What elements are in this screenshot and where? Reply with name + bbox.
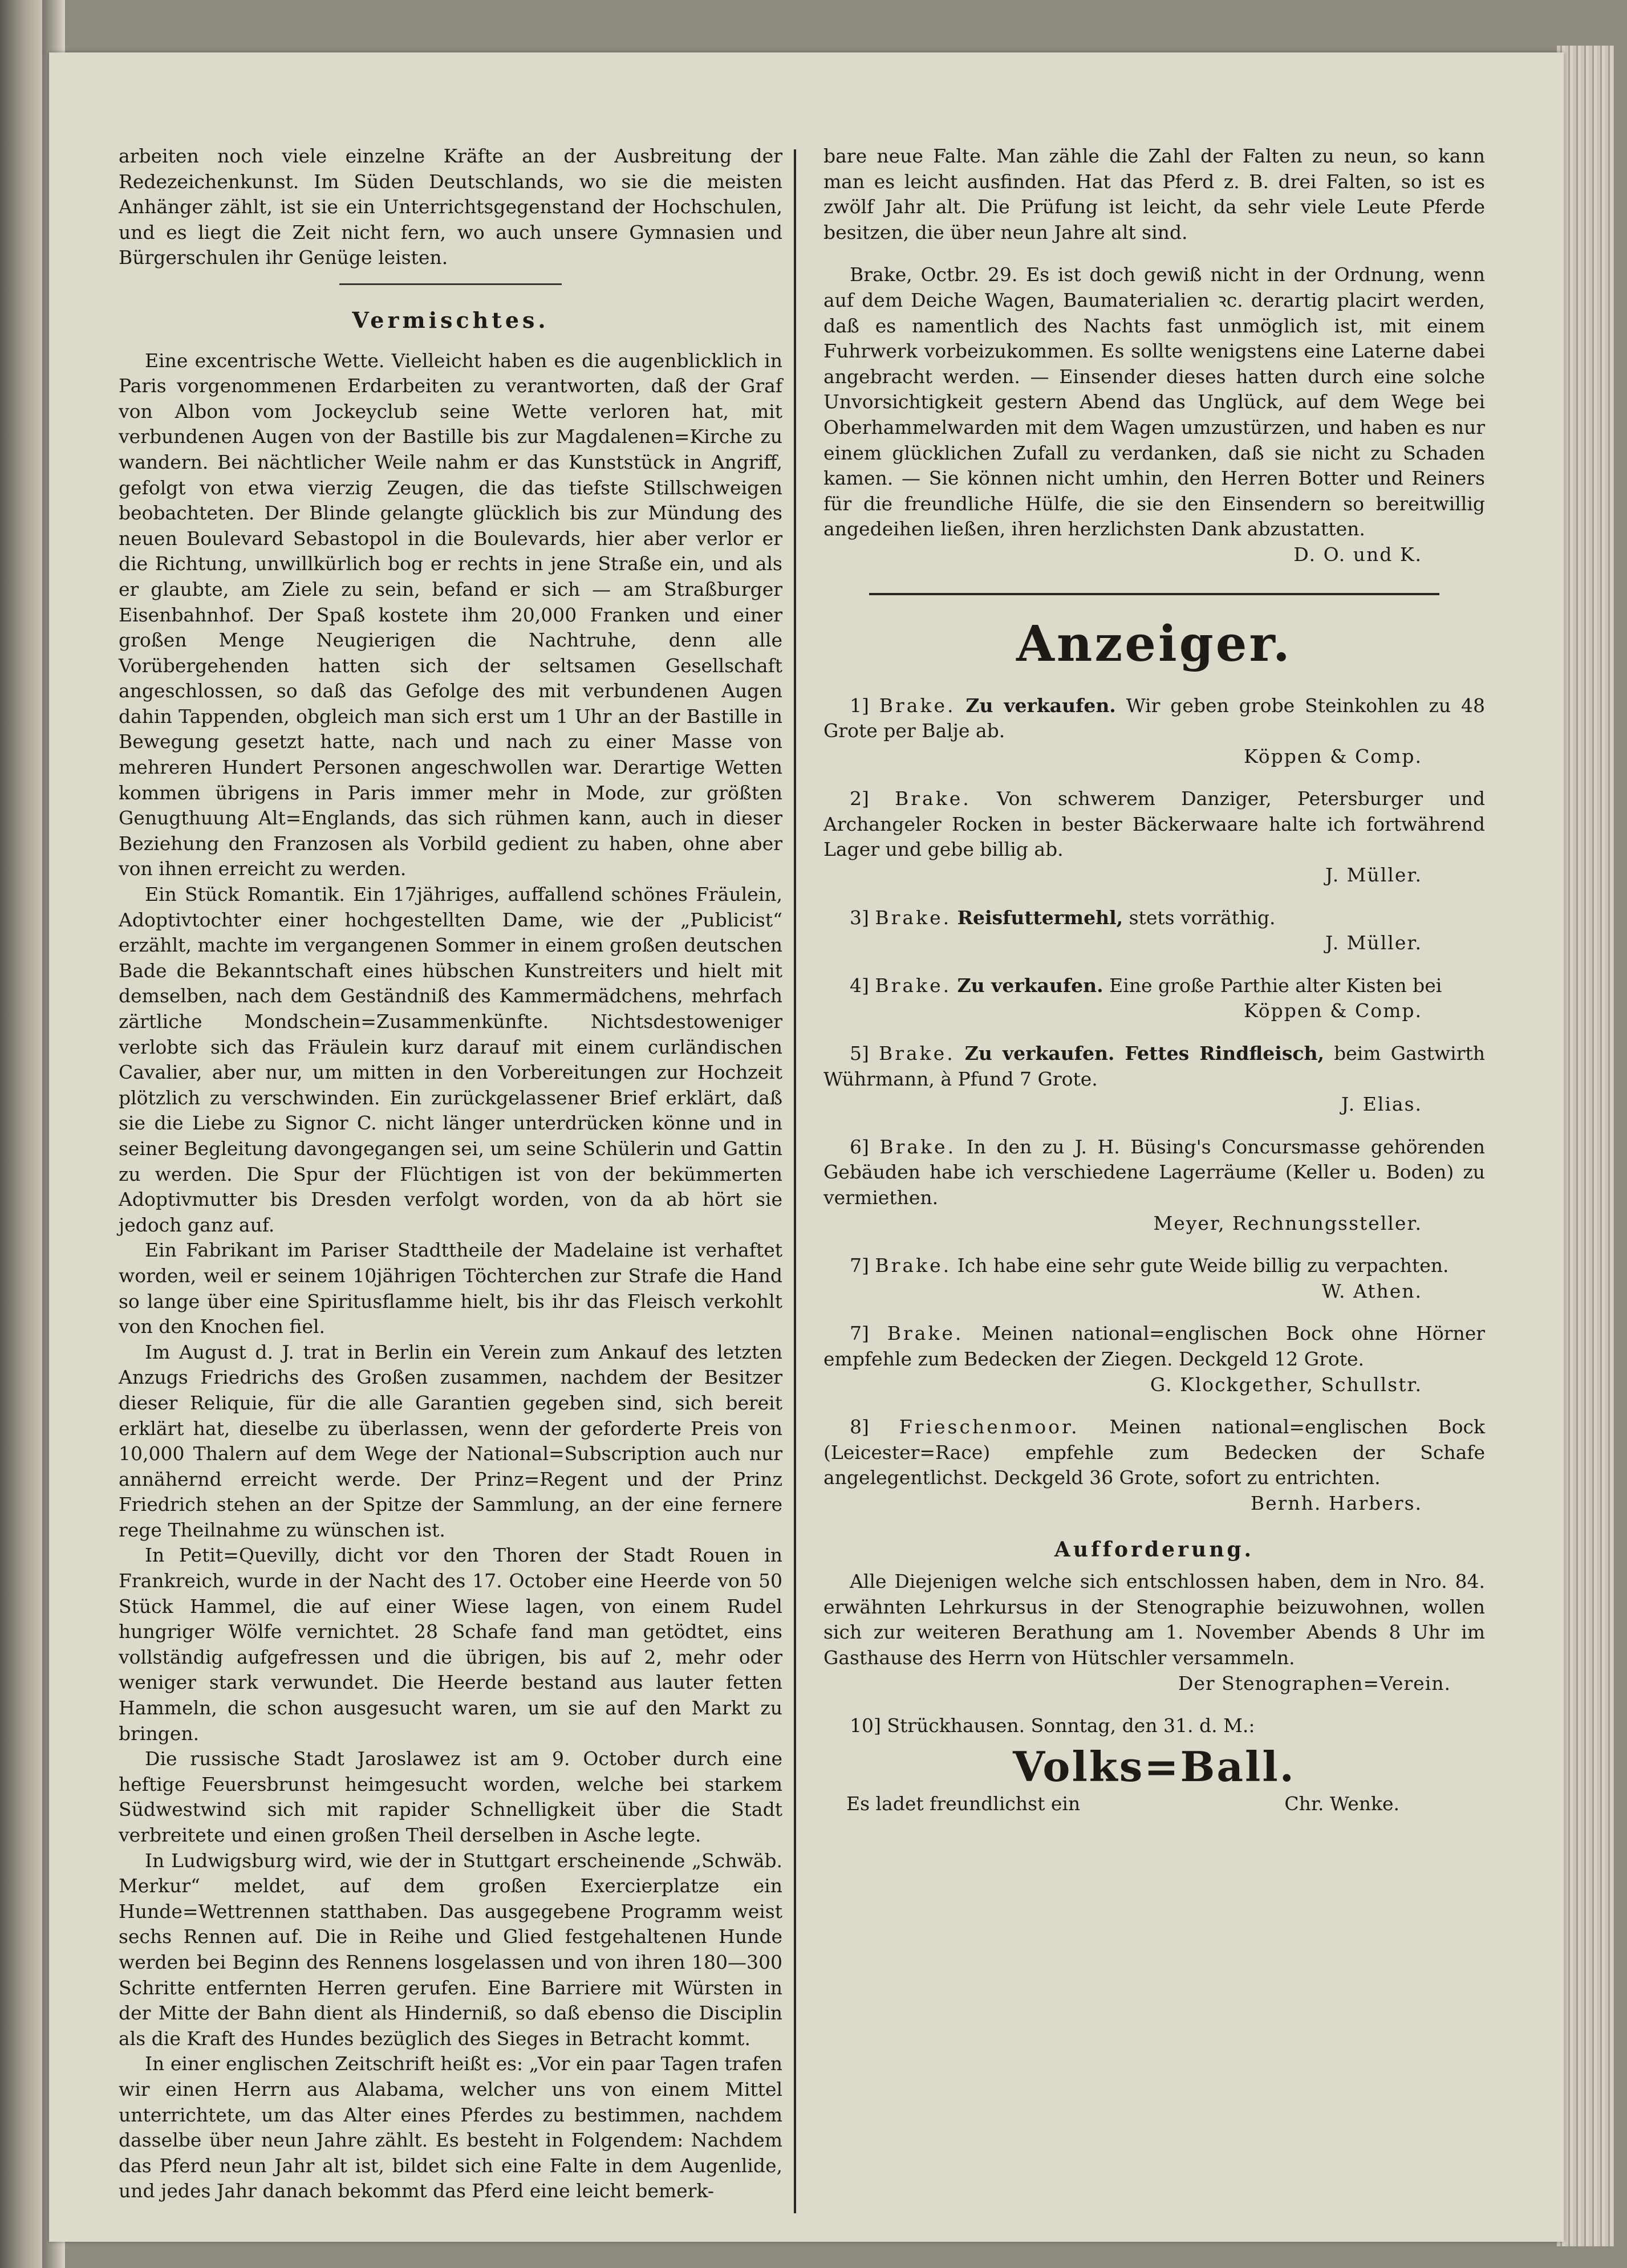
left-page-edge [0, 0, 42, 2268]
ad-signature: Köppen & Comp. [1243, 745, 1422, 767]
advertisement [823, 905, 1485, 956]
ad-body: Ich habe eine sehr gute Weide billig zu verpachten. [957, 1254, 1449, 1277]
brake-letter: Brake, Octbr. 29. Es ist doch gewiß nicht in der Ordnung, wenn auf dem Deiche Wagen, Baumaterialien ꝛc. derartig placirt werden, daß es namentlich des Nachts fast unmöglich ist, mit einem Fuhrwerk vorbeizukommen. Es sollte wenigstens eine Laterne dabei angebracht werden. — Einsender dieses hatten durch eine solche Unvorsichtigkeit gestern Abend das Unglück, auf dem Wege bei Oberhammelwarden mit dem Wagen umzustürzen, und haben es nur einem glücklichen Zufall zu verdanken, daß sie nicht zu Schaden kamen. — Sie können nicht umhin, den Herren Botter und Reiners für die freundliche Hülfe, die sie den Einsendern so bereitwillig angedeihen ließen, ihren herzlichsten Dank abzustatten. [823, 263, 1485, 540]
advertisement-text [823, 973, 1485, 999]
ad-body: In den zu J. H. Büsing's Concursmasse gehörenden Gebäuden habe ich verschiedene Lagerräume (Keller u. Boden) zu vermiethen. [823, 1135, 1485, 1209]
advertisement [823, 1135, 1485, 1236]
ad-headline: Zu verkaufen. [957, 974, 1103, 997]
ad-place: Brake. [875, 1254, 952, 1277]
article-paragraph: In Petit=Quevilly, dicht vor den Thoren der Stadt Rouen in Frankreich, wurde in der Nacht des 17. October eine Heerde von 50 Stück Hammel, die auf einer Wiese lagen, von einem Rudel hungriger Wölfe vernichtet. 28 Schafe fand man getödtet, eins vollständig aufgefressen und die übrigen, bis auf 2, mehr oder weniger stark verwundet. Die Heerde bestand aus lauter fetten Hammeln, die schon ausgesucht waren, um sie auf den Markt zu bringen. [119, 1544, 782, 1745]
volks-ball-title: Volks=Ball. [1013, 1742, 1296, 1791]
advertisement [823, 1253, 1485, 1304]
ad-body: Von schwerem Danziger, Petersburger und Archangeler Rocken in bester Bäckerwaare halte ich fortwährend Lager und gebe billig ab. [823, 787, 1485, 861]
ad-signature: Meyer, Rechnungssteller. [1153, 1212, 1422, 1234]
ball-invite-line [823, 1791, 1485, 1817]
aufforderung-text: Alle Diejenigen welche sich entschlossen haben, dem in Nro. 84. erwähnten Lehrkursus in der Stenographie beizuwohnen, wollen sich zur weiteren Berathung am 1. November Abends 8 Uhr im Gasthause des Herrn von Hütschler versammeln. [823, 1570, 1485, 1669]
right-column [823, 144, 1485, 1816]
ad-place: Brake. [895, 787, 971, 810]
section-heading-vermischtes: Vermischtes. [352, 307, 549, 333]
ball-signature: Chr. Wenke. [1284, 1792, 1399, 1815]
ad-signature: J. Müller. [1325, 932, 1422, 954]
advertisement [823, 786, 1485, 888]
ad-body: stets vorräthig. [1129, 906, 1276, 929]
brake-letter-signature: D. O. und K. [1293, 543, 1422, 566]
article-paragraph: In einer englischen Zeitschrift heißt es: „Vor ein paar Tagen trafen wir einen Herrn aus Alabama, welcher uns von einem Mittel unterrichtete, um das Alter eines Pferdes zu bestimmen, nachdem dasselbe über neun Jahre zählt. Es besteht in Folgendem: Nachdem das Pferd neun Jahr alt ist, bildet sich eine Falte in dem Augenlide, und jedes Jahr danach bekommt das Pferd eine leicht bemerk- [119, 2052, 782, 2202]
ad-body: Wir geben grobe Steinkohlen zu 48 Grote per Balje ab. [823, 694, 1486, 742]
ad-place: Brake. [879, 1135, 956, 1158]
ad-number: 4] [850, 974, 869, 997]
ad-signature: J. Müller. [1325, 864, 1422, 887]
ad-place: Brake. [887, 1322, 964, 1345]
advertisement-text [823, 693, 1485, 744]
ad-number: 1] [850, 694, 869, 717]
advertisement-text [823, 1135, 1485, 1211]
ad-number: 2] [850, 787, 869, 810]
ad-place: Brake. [879, 694, 956, 717]
advertisement [823, 1041, 1485, 1117]
ad-body: beim Gastwirth Wührmann, à Pfund 7 Grote. [823, 1042, 1485, 1090]
ad-number: 5] [850, 1042, 869, 1065]
advertisement-text [823, 1041, 1485, 1092]
ad-signature: G. Klockgether, Schullstr. [1150, 1373, 1422, 1396]
advertisement-text [823, 1321, 1485, 1372]
advertisement-text [823, 905, 1485, 931]
ad-body: Meinen national=englischen Bock (Leicester=Race) empfehle zum Bedecken der Schafe angelegentlichst. Deckgeld 36 Grote, sofort zu entrichten. [823, 1416, 1486, 1489]
ad-headline: Zu verkaufen. Fettes Rindfleisch, [964, 1042, 1324, 1065]
ad-body: Meinen national=englischen Bock ohne Hörner empfehle zum Bedecken der Ziegen. Deckgeld 12 Grote. [823, 1322, 1486, 1370]
advertisement-list [823, 693, 1485, 1517]
divider [339, 283, 562, 285]
ad-place: Frieschenmoor. [899, 1416, 1080, 1438]
ad-signature: Köppen & Comp. [1243, 999, 1422, 1022]
advertisement [823, 973, 1485, 1024]
advertisement-text [823, 786, 1485, 863]
aufforderung-heading: Aufforderung. [1054, 1537, 1255, 1562]
ad-place: Brake. [875, 906, 952, 929]
ad-signature: J. Elias. [1341, 1093, 1422, 1116]
advertisement-text [823, 1253, 1485, 1279]
ad-number: 3] [850, 906, 869, 929]
ad-number: 8] [850, 1416, 869, 1438]
article-paragraph: In Ludwigsburg wird, wie der in Stuttgart erscheinende „Schwäb. Merkur“ meldet, auf dem großen Exercierplatze ein Hunde=Wettrennen statthaben. Das ausgegebene Programm weist sechs Rennen auf. Die in Reihe und Glied festgehaltenen Hunde werden bei Beginn des Rennens losgelassen und von ihren 180—300 Schritte entfernten Herren gerufen. Eine Barriere mit Würsten in der Mitte der Bahn dient als Hinderniß, so daß ebenso die Disciplin als die Kraft des Hundes bezüglich des Sieges in Betracht kommt. [119, 1849, 782, 2050]
ad-10-line: 10] Strückhausen. Sonntag, den 31. d. M.: [850, 1714, 1255, 1737]
ball-invite: Es ladet freundlichst ein [846, 1792, 1081, 1815]
divider [869, 593, 1439, 595]
advertisement [823, 1415, 1485, 1516]
ad-place: Brake. [878, 1042, 955, 1065]
advertisement [823, 693, 1485, 770]
ad-headline: Zu verkaufen. [965, 694, 1116, 717]
advertisement [823, 1321, 1485, 1397]
ad-number: 7] [850, 1322, 869, 1345]
article-paragraph: Eine excentrische Wette. Vielleicht haben es die augenblicklich in Paris vorgenommenen Erdarbeiten zu verantworten, daß der Graf von Albon vom Jockeyclub seine Wette verloren hat, mit verbundenen Augen von der Bastille bis zur Magdalenen=Kirche zu wandern. Bei nächtlicher Weile nahm er das Kunststück in Angriff, gefolgt von etwa vierzig Zeugen, die das tiefste Stillschweigen beobachteten. Der Blinde gelangte glücklich bis zur Mündung des neuen Boulevard Sebastopol in die Boulevards, hier aber verlor er die Richtung, unwillkürlich bog er rechts in jene Straße ein, und als er glaubte, am Ziele zu sein, befand er sich — am Straßburger Eisenbahnhof. Der Spaß kostete ihm 20,000 Franken und einer großen Menge Neugierigen die Nachtruhe, denn alle Vorübergehenden hatten sich der seltsamen Gesellschaft angeschlossen, so daß das Gefolge des mit verbundenen Augen dahin Tappenden, obgleich man sich erst um 1 Uhr an der Bastille in Bewegung gesetzt hatte, nach und nach zu einer Masse von mehreren Hundert Personen angeschwollen war. Derartige Wetten kommen übrigens in Paris immer mehr in Mode, zur größten Genugthuung Alt=Englands, das sich rühmen kann, auch in dieser Beziehung den Franzosen als Vorbild gedient zu haben, ohne aber von ihnen erreicht zu werden. [119, 349, 782, 880]
continuation-paragraph: bare neue Falte. Man zähle die Zahl der Falten zu neun, so kann man es leicht ausfinden. Hat das Pferd z. B. drei Falten, so ist es zwölf Jahr alt. Die Prüfung ist leicht, da sehr viele Leute Pferde besitzen, die über neun Jahre alt sind. [823, 145, 1485, 243]
column-divider [794, 149, 796, 2213]
article-paragraph: Ein Stück Romantik. Ein 17jähriges, auffallend schönes Fräulein, Adoptivtochter einer hochgestellten Dame, wie der „Publicist“ erzählt, machte im vergangenen Sommer in einem großen deutschen Bade die Bekanntschaft eines hübschen Kunstreiters und hielt mit demselben, nach dem Geständniß des Kammermädchens, mehrfach zärtliche Mondschein=Zusammenkünfte. Nichtsdestoweniger verlobte sich das Fräulein kurz darauf mit einem curländischen Cavalier, aber nur, um mitten in den Vorbereitungen zur Hochzeit plötzlich zu verschwinden. Ein zurückgelassener Brief erklärt, daß sie die Liebe zu Signor C. nicht länger unterdrücken könne und in seiner Begleitung davongegangen sei, um seine Schülerin und Gattin zu werden. Die Spur der Flüchtigen ist von der bekümmerten Adoptivmutter bis Dresden verfolgt worden, von da ab hört sie jedoch ganz auf. [119, 883, 782, 1236]
article-paragraph: Im August d. J. trat in Berlin ein Verein zum Ankauf des letzten Anzugs Friedrichs des Großen zusammen, nachdem der Besitzer dieser Reliquie, für die alle Garantien gegeben sind, sich bereit erklärt hat, dieselbe zu überlassen, wenn der geforderte Preis von 10,000 Thalern auf dem Wege der National=Subscription auch nur annähernd erreicht werde. Der Prinz=Regent und der Prinz Friedrich stehen an der Spitze der Sammlung, an der eine fernere rege Theilnahme zu wünschen ist. [119, 1340, 782, 1541]
intro-paragraph: arbeiten noch viele einzelne Kräfte an der Ausbreitung der Redezeichenkunst. Im Süden Deutschlands, wo sie die meisten Anhänger zählt, ist sie ein Unterrichtsgegenstand der Hochschulen, und es liegt die Zeit nicht fern, wo auch unsere Gymnasien und Bürgerschulen ihr Genüge leisten. [119, 145, 782, 269]
article-paragraph: Die russische Stadt Jaroslawez ist am 9. October durch eine heftige Feuersbrunst heimgesucht worden, welche bei starkem Südwestwind sich mit rapider Schnelligkeit über die Stadt verbreitete und einen großen Theil derselben in Asche legte. [119, 1747, 782, 1846]
ad-signature: W. Athen. [1321, 1279, 1422, 1302]
ad-number: 6] [850, 1135, 869, 1158]
ad-signature: Bernh. Harbers. [1250, 1491, 1422, 1514]
page-stack-edges [1557, 46, 1614, 2246]
ad-number: 7] [850, 1254, 869, 1277]
ad-body: Eine große Parthie alter Kisten bei [1109, 974, 1442, 997]
advertisement-text [823, 1415, 1485, 1491]
ad-headline: Reisfuttermehl, [957, 906, 1123, 929]
newspaper-page [49, 52, 1564, 2242]
aufforderung-signature: Der Stenographen=Verein. [1178, 1672, 1451, 1694]
ad-place: Brake. [875, 974, 952, 997]
section-heading-anzeiger: Anzeiger. [1016, 615, 1292, 673]
left-column [119, 144, 782, 2204]
article-paragraph: Ein Fabrikant im Pariser Stadttheile der Madelaine ist verhaftet worden, weil er seinem 10jährigen Töchterchen zur Strafe die Hand so lange über eine Spiritusflamme hielt, bis ihr das Fleisch verkohlt von den Knochen fiel. [119, 1239, 782, 1338]
